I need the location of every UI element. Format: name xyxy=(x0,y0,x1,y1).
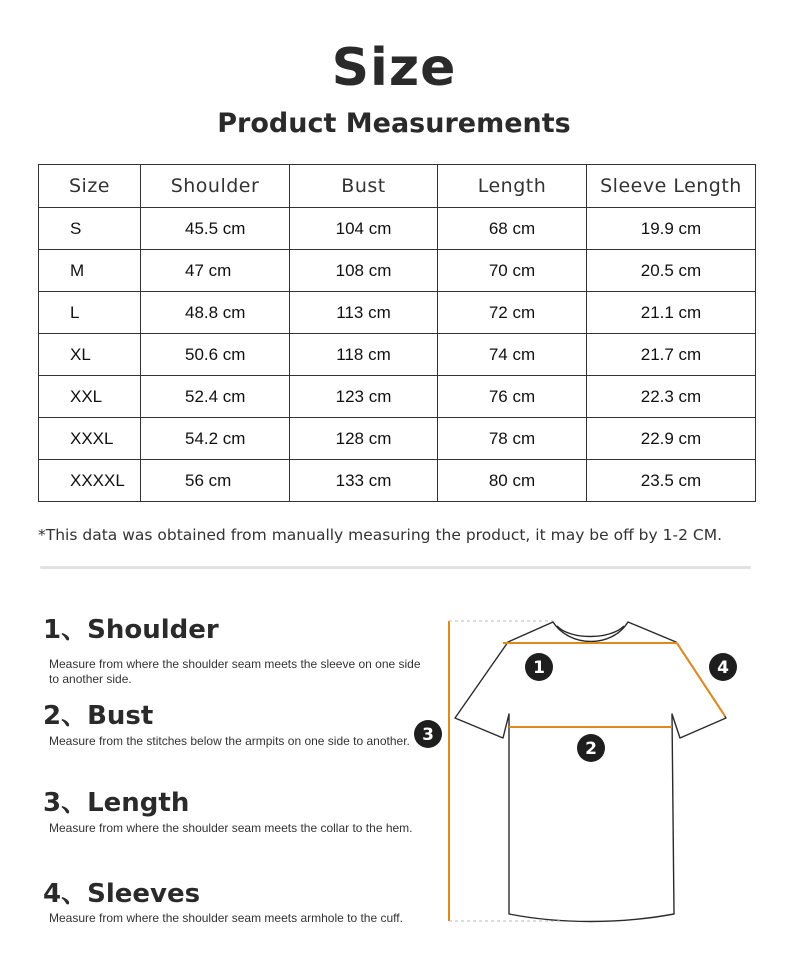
header-bust: Bust xyxy=(290,165,438,208)
cell-sleeve-length: 19.9 cm xyxy=(587,208,756,250)
badge-bust-label: 2 xyxy=(585,739,597,759)
cell-bust: 104 cm xyxy=(290,208,438,250)
table-row xyxy=(39,334,756,376)
table-row xyxy=(39,250,756,292)
header-size: Size xyxy=(39,165,141,208)
cell-length: 76 cm xyxy=(438,376,587,418)
cell-size: XXL xyxy=(39,376,141,418)
cell-length: 72 cm xyxy=(438,292,587,334)
cell-sleeve-length: 23.5 cm xyxy=(587,460,756,502)
cell-length: 70 cm xyxy=(438,250,587,292)
cell-sleeve-length: 22.9 cm xyxy=(587,418,756,460)
badge-sleeve-label: 4 xyxy=(717,658,729,678)
shoulder-description: Measure from where the shoulder seam meets the sleeve on one side to another side. xyxy=(49,657,421,686)
badge-shoulder xyxy=(525,653,553,681)
cell-length: 74 cm xyxy=(438,334,587,376)
cell-shoulder: 54.2 cm xyxy=(141,418,290,460)
tshirt-measurement-diagram xyxy=(405,600,765,930)
badge-bust xyxy=(577,734,605,762)
cell-size: XXXL xyxy=(39,418,141,460)
sleeves-description: Measure from where the shoulder seam meets armhole to the cuff. xyxy=(49,911,403,925)
table-row xyxy=(39,376,756,418)
cell-bust: 108 cm xyxy=(290,250,438,292)
header-sleeve-length: Sleeve Length xyxy=(587,165,756,208)
measurement-disclaimer: *This data was obtained from manually measuring the product, it may be off by 1-2 CM. xyxy=(38,526,722,544)
header-shoulder: Shoulder xyxy=(141,165,290,208)
cell-bust: 128 cm xyxy=(290,418,438,460)
table-row xyxy=(39,208,756,250)
cell-size: S xyxy=(39,208,141,250)
size-chart-table xyxy=(38,164,756,502)
tshirt-outline xyxy=(455,622,726,922)
bust-heading: 2、Bust xyxy=(43,701,154,731)
table-row xyxy=(39,292,756,334)
cell-size: XXXXL xyxy=(39,460,141,502)
cell-bust: 123 cm xyxy=(290,376,438,418)
cell-length: 78 cm xyxy=(438,418,587,460)
header-length: Length xyxy=(438,165,587,208)
sleeves-heading: 4、Sleeves xyxy=(43,879,201,909)
shoulder-heading: 1、Shoulder xyxy=(43,615,219,645)
cell-size: L xyxy=(39,292,141,334)
page-subtitle: Product Measurements xyxy=(217,108,571,139)
length-description: Measure from where the shoulder seam meets the collar to the hem. xyxy=(49,821,413,835)
cell-shoulder: 50.6 cm xyxy=(141,334,290,376)
cell-shoulder: 47 cm xyxy=(141,250,290,292)
cell-shoulder: 56 cm xyxy=(141,460,290,502)
cell-shoulder: 45.5 cm xyxy=(141,208,290,250)
section-divider xyxy=(40,566,751,569)
cell-length: 80 cm xyxy=(438,460,587,502)
badge-sleeve xyxy=(709,653,737,681)
table-header-row xyxy=(39,165,756,208)
cell-bust: 113 cm xyxy=(290,292,438,334)
cell-length: 68 cm xyxy=(438,208,587,250)
bust-description: Measure from the stitches below the armpits on one side to another. xyxy=(49,734,410,748)
cell-size: M xyxy=(39,250,141,292)
cell-bust: 118 cm xyxy=(290,334,438,376)
badge-shoulder-label: 1 xyxy=(533,658,545,678)
cell-shoulder: 48.8 cm xyxy=(141,292,290,334)
cell-sleeve-length: 22.3 cm xyxy=(587,376,756,418)
cell-sleeve-length: 21.1 cm xyxy=(587,292,756,334)
table-row xyxy=(39,460,756,502)
page-title: Size xyxy=(331,38,457,98)
badge-length-label: 3 xyxy=(422,725,434,745)
cell-shoulder: 52.4 cm xyxy=(141,376,290,418)
cell-sleeve-length: 21.7 cm xyxy=(587,334,756,376)
cell-sleeve-length: 20.5 cm xyxy=(587,250,756,292)
cell-size: XL xyxy=(39,334,141,376)
length-heading: 3、Length xyxy=(43,788,190,818)
cell-bust: 133 cm xyxy=(290,460,438,502)
badge-length xyxy=(414,720,442,748)
table-row xyxy=(39,418,756,460)
